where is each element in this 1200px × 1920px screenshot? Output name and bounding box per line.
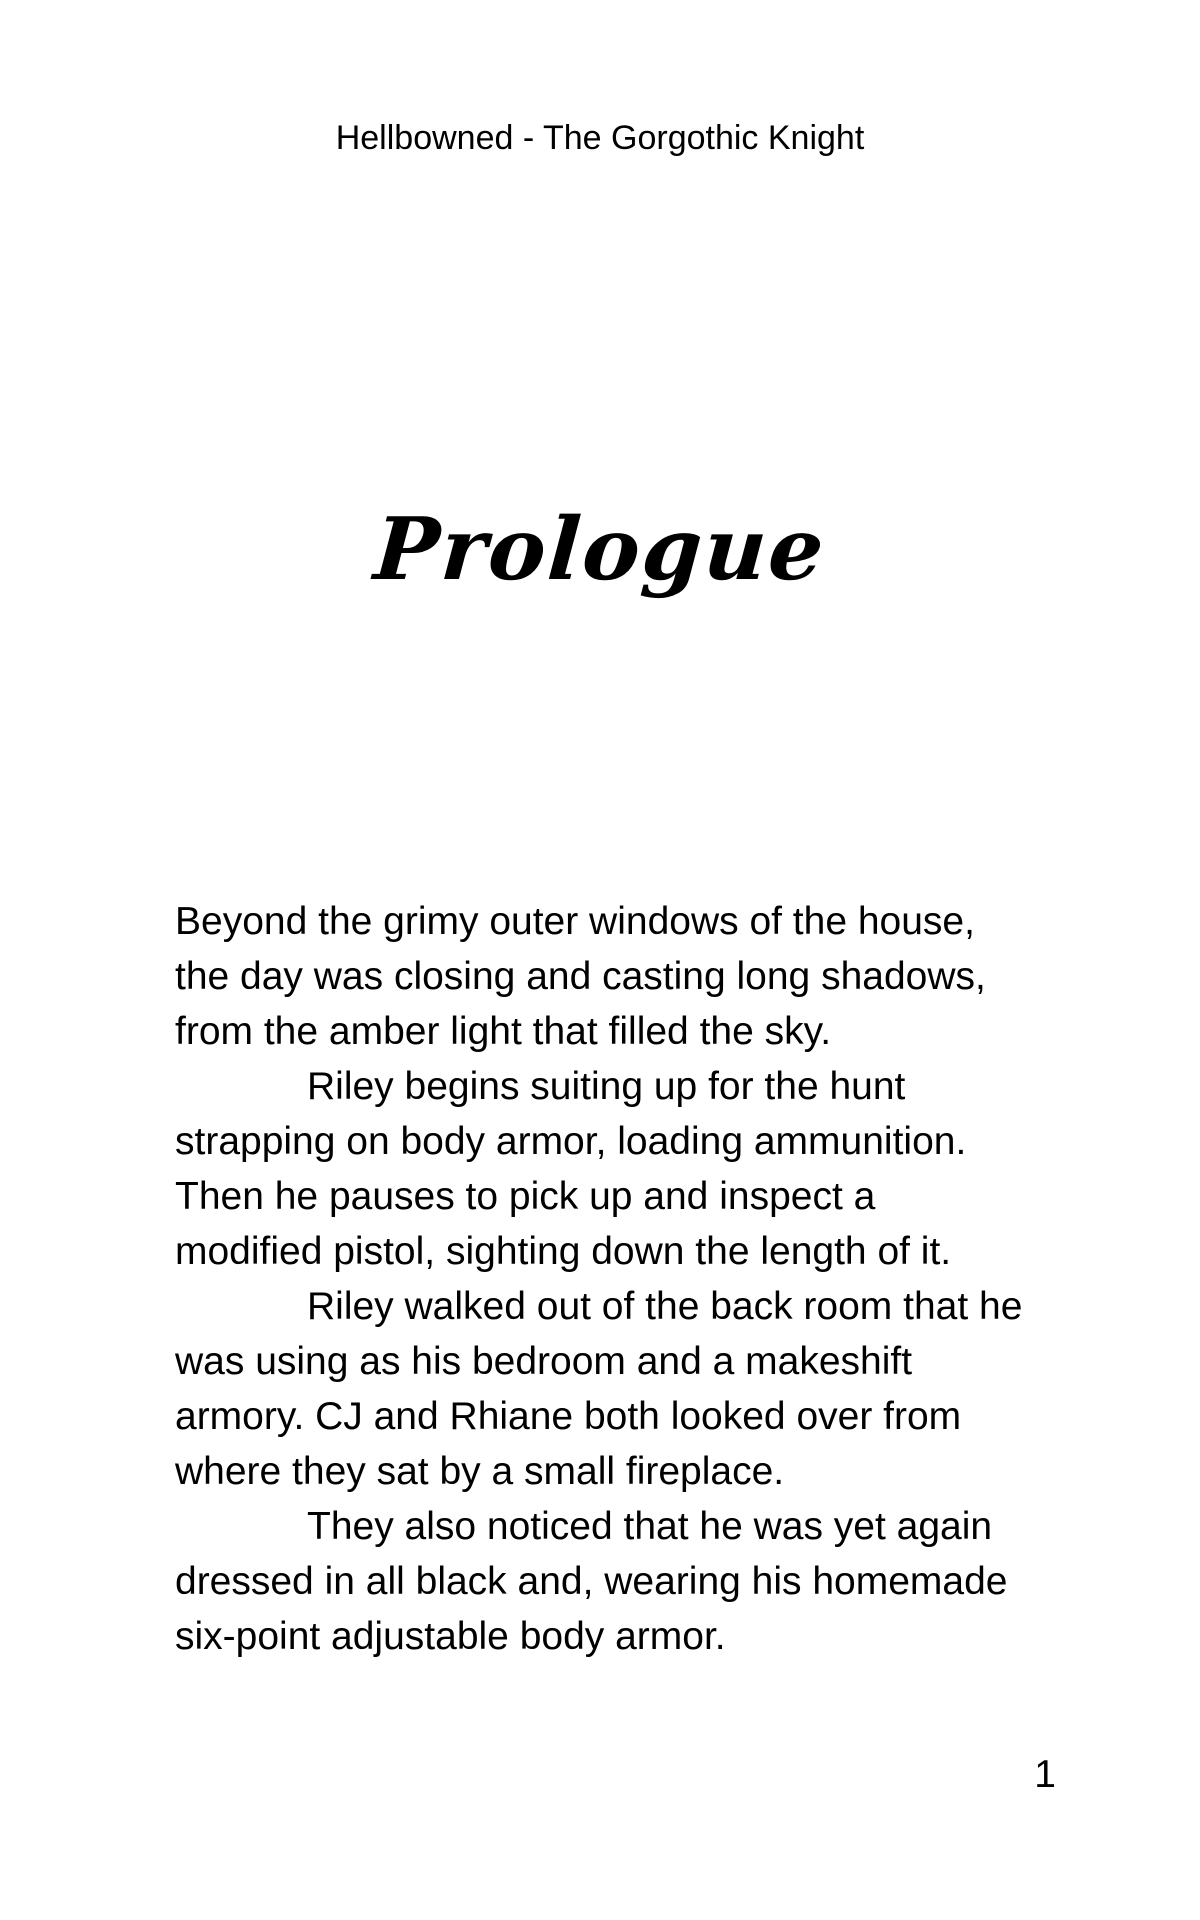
body-line: the day was closing and casting long shadows, xyxy=(175,955,986,998)
body-line: from the amber light that filled the sky. xyxy=(175,1010,832,1053)
body-line: six-point adjustable body armor. xyxy=(175,1615,726,1658)
body-line: armory. CJ and Rhiane both looked over from xyxy=(175,1395,962,1438)
body-line: Riley begins suiting up for the hunt xyxy=(307,1065,906,1108)
page-number: 1 xyxy=(1034,1753,1056,1796)
body-line: Riley walked out of the back room that he xyxy=(307,1285,1023,1328)
running-header: Hellbowned - The Gorgothic Knight xyxy=(335,119,865,157)
body-line: was using as his bedroom and a makeshift xyxy=(175,1340,913,1383)
body-line: strapping on body armor, loading ammunition. xyxy=(175,1120,967,1163)
body-text xyxy=(175,894,1045,1664)
body-line: Then he pauses to pick up and inspect a xyxy=(175,1175,876,1218)
body-line: Beyond the grimy outer windows of the house, xyxy=(175,900,975,943)
body-line: modified pistol, sighting down the length of it. xyxy=(175,1230,952,1273)
body-line: dressed in all black and, wearing his homemade xyxy=(175,1560,1008,1603)
chapter-heading: Prologue xyxy=(371,499,829,600)
body-line: where they sat by a small fireplace. xyxy=(175,1450,785,1493)
body-line: They also noticed that he was yet again xyxy=(307,1505,993,1548)
